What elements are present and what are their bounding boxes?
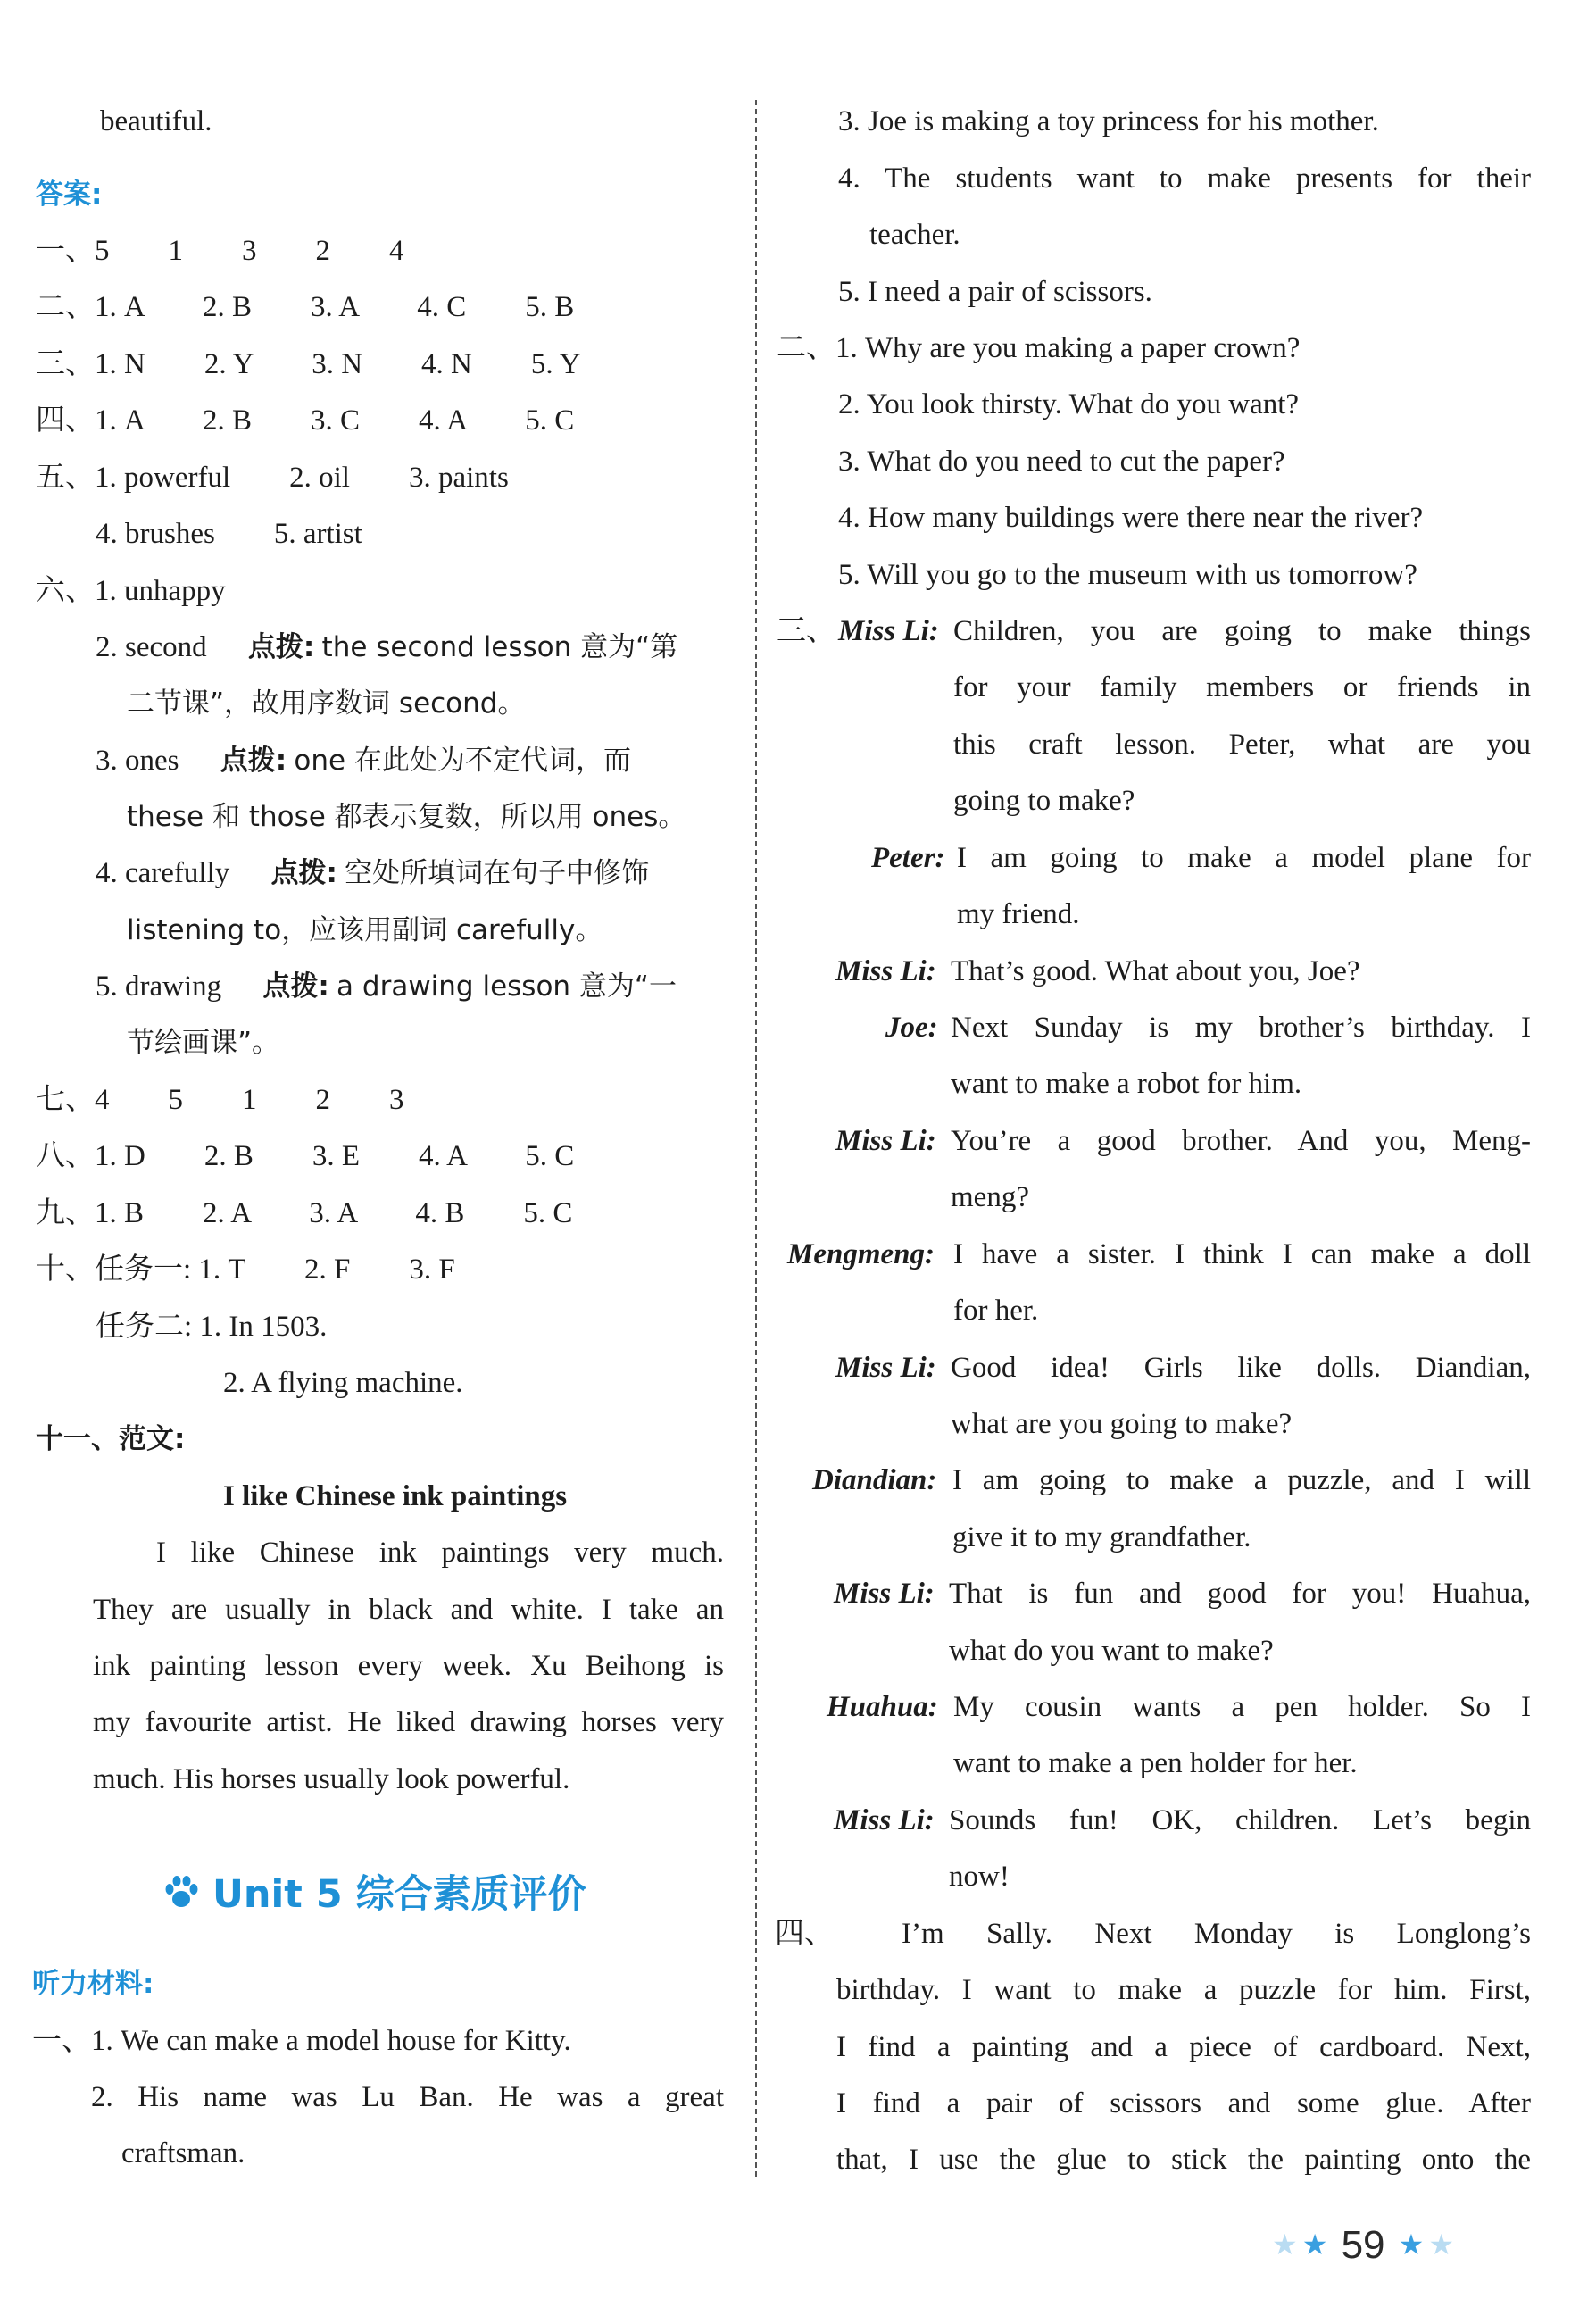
dialogue-line: want to make a robot for him. xyxy=(951,1068,1302,1100)
listening-line: 2. You look thirsty. What do you want? xyxy=(838,388,1300,421)
paragraph-line: birthday. I want to make a puzzle for him. First, xyxy=(836,1974,1531,2006)
listening-line: craftsman. xyxy=(121,2137,245,2170)
speaker-name: Miss Li: xyxy=(834,1578,935,1610)
answer-line: 七、4 5 1 2 3 xyxy=(36,1084,404,1116)
dialogue-line: what do you want to make? xyxy=(949,1635,1274,1667)
dialogue-line: going to make? xyxy=(953,785,1135,817)
answer-line: 一、5 1 3 2 4 xyxy=(36,235,404,267)
answer-line: 九、1. B 2. A 3. A 4. B 5. C xyxy=(36,1197,573,1229)
listening-line: 4. How many buildings were there near the river? xyxy=(838,502,1424,534)
tip-text: a drawing lesson 意为“一 xyxy=(337,970,677,1003)
answer-line: 二、1. A 2. B 3. A 4. C 5. B xyxy=(36,291,575,323)
dialogue-line: my friend. xyxy=(957,898,1080,930)
answer-line: 五、1. powerful 2. oil 3. paints xyxy=(36,462,509,494)
star-icon: ★ xyxy=(1272,2228,1298,2261)
listening-line: 二、1. Why are you making a paper crown? xyxy=(777,332,1301,364)
listening-line: 4. The students want to make presents for their xyxy=(838,162,1531,195)
dialogue-line: for your family members or friends in xyxy=(953,671,1531,704)
text-line: beautiful. xyxy=(100,105,212,137)
answer-line: 十、任务一: 1. T 2. F 3. F xyxy=(36,1253,455,1286)
dialogue-line: want to make a pen holder for her. xyxy=(953,1747,1358,1779)
dialogue-line: I have a sister. I think I can make a doll xyxy=(953,1238,1531,1270)
answer-text: 5. drawing xyxy=(96,970,222,1003)
tip-text: the second lesson 意为“第 xyxy=(321,631,678,663)
speaker-name: Mengmeng: xyxy=(787,1238,935,1270)
column-divider xyxy=(755,100,757,2177)
sample-essay-label: 十一、范文: xyxy=(36,1423,186,1455)
paragraph-line: I find a pair of scissors and some glue. After xyxy=(836,2087,1531,2120)
speaker-name: Joe: xyxy=(885,1012,938,1044)
unit-title-text: Unit 5 综合素质评价 xyxy=(212,1872,586,1917)
dialogue-line: You’re a good brother. And you, Meng- xyxy=(951,1125,1531,1157)
dialogue-line: I am going to make a puzzle, and I will xyxy=(952,1464,1531,1496)
listening-line: 3. What do you need to cut the paper? xyxy=(838,446,1285,478)
speaker-name: Miss Li: xyxy=(835,1125,936,1157)
tip-text: one 在此处为不定代词，而 xyxy=(294,745,631,777)
listening-line: 5. Will you go to the museum with us tomorrow? xyxy=(838,559,1417,591)
dialogue-line: this craft lesson. Peter, what are you xyxy=(953,729,1531,761)
listening-line: 5. I need a pair of scissors. xyxy=(838,276,1152,308)
dialogue-line: That’s good. What about you, Joe? xyxy=(951,955,1360,987)
tip-text: 节绘画课”。 xyxy=(127,1027,280,1059)
listening-line: teacher. xyxy=(869,219,960,251)
listening-line: 2. His name was Lu Ban. He was a great xyxy=(91,2081,724,2113)
dialogue-line: Next Sunday is my brother’s birthday. I xyxy=(951,1012,1531,1044)
essay-line: I like Chinese ink paintings very much. xyxy=(156,1537,724,1569)
paragraph-line: I’m Sally. Next Monday is Longlong’s xyxy=(902,1918,1531,1950)
tip-label: 点拨: xyxy=(220,745,287,777)
essay-line: much. His horses usually look powerful. xyxy=(93,1763,570,1795)
answer-tip-line xyxy=(96,628,677,667)
essay-line: They are usually in black and white. I take an xyxy=(93,1594,724,1626)
answer-line: 任务二: 1. In 1503. xyxy=(96,1311,328,1343)
dialogue-line: for her. xyxy=(953,1295,1039,1327)
dialogue-line: Children, you are going to make things xyxy=(953,615,1531,647)
tip-text: these 和 those 都表示复数，所以用 ones。 xyxy=(127,801,686,833)
paragraph-line: that, I use the glue to stick the painting onto the xyxy=(836,2144,1531,2176)
tip-label: 点拨: xyxy=(247,631,315,663)
star-icon: ★ xyxy=(1398,2228,1425,2261)
answers-heading: 答案: xyxy=(36,179,103,211)
answer-line: 2. A flying machine. xyxy=(223,1367,463,1399)
answer-line: 三、1. N 2. Y 3. N 4. N 5. Y xyxy=(36,348,581,380)
answer-tip-line xyxy=(96,741,631,780)
tip-label: 点拨: xyxy=(262,970,329,1003)
listening-line: 一、1. We can make a model house for Kitty. xyxy=(32,2025,571,2057)
tip-text: listening to，应该用副词 carefully。 xyxy=(127,914,603,946)
speaker-name: Huahua: xyxy=(827,1691,938,1723)
dialogue-line: give it to my grandfather. xyxy=(952,1521,1251,1553)
page-number-area xyxy=(1272,2223,1454,2268)
section-label: 三、 xyxy=(777,615,835,647)
star-icon: ★ xyxy=(1428,2228,1455,2261)
speaker-name: Diandian: xyxy=(812,1464,937,1496)
dialogue-line: meng? xyxy=(951,1181,1029,1213)
answer-text: 2. second xyxy=(96,631,207,663)
speaker-name: Miss Li: xyxy=(834,1804,935,1836)
answer-line: 六、1. unhappy xyxy=(36,575,226,607)
section-label: 四、 xyxy=(775,1918,834,1950)
essay-line: my favourite artist. He liked drawing horses very xyxy=(93,1706,724,1738)
answer-line: 四、1. A 2. B 3. C 4. A 5. C xyxy=(36,404,575,437)
answer-text: 3. ones xyxy=(96,745,179,777)
speaker-name: Miss Li: xyxy=(835,1352,936,1384)
speaker-name: Miss Li: xyxy=(838,615,939,647)
listening-heading: 听力材料: xyxy=(32,1968,154,2000)
listening-line: 3. Joe is making a toy princess for his mother. xyxy=(838,105,1379,137)
paragraph-line: I find a painting and a piece of cardboard. Next, xyxy=(836,2031,1531,2063)
essay-title: I like Chinese ink paintings xyxy=(223,1480,568,1512)
dialogue-line: My cousin wants a pen holder. So I xyxy=(953,1691,1531,1723)
answer-tip-line xyxy=(96,967,677,1006)
dialogue-line: what are you going to make? xyxy=(951,1408,1293,1440)
tip-text: 空处所填词在句子中修饰 xyxy=(345,857,650,889)
dialogue-line: That is fun and good for you! Huahua, xyxy=(949,1578,1531,1610)
tip-label: 点拨: xyxy=(270,857,337,889)
answer-line: 八、1. D 2. B 3. E 4. A 5. C xyxy=(36,1140,575,1172)
dialogue-line: Sounds fun! OK, children. Let’s begin xyxy=(949,1804,1531,1836)
dialogue-line: I am going to make a model plane for xyxy=(957,842,1531,874)
dialogue-line: Good idea! Girls like dolls. Diandian, xyxy=(951,1352,1531,1384)
essay-line: ink painting lesson every week. Xu Beihong is xyxy=(93,1650,724,1682)
unit-title xyxy=(162,1864,586,1919)
speaker-name: Peter: xyxy=(871,842,945,874)
dialogue-line: now! xyxy=(949,1861,1010,1893)
answer-tip-line xyxy=(96,854,649,893)
speaker-name: Miss Li: xyxy=(835,955,936,987)
answer-line: 4. brushes 5. artist xyxy=(96,518,362,550)
star-icon: ★ xyxy=(1301,2228,1328,2261)
tip-text: 二节课”，故用序数词 second。 xyxy=(127,687,526,720)
answer-text: 4. carefully xyxy=(96,857,230,889)
paw-icon xyxy=(162,1875,200,1911)
page-number: 59 xyxy=(1341,2223,1385,2267)
